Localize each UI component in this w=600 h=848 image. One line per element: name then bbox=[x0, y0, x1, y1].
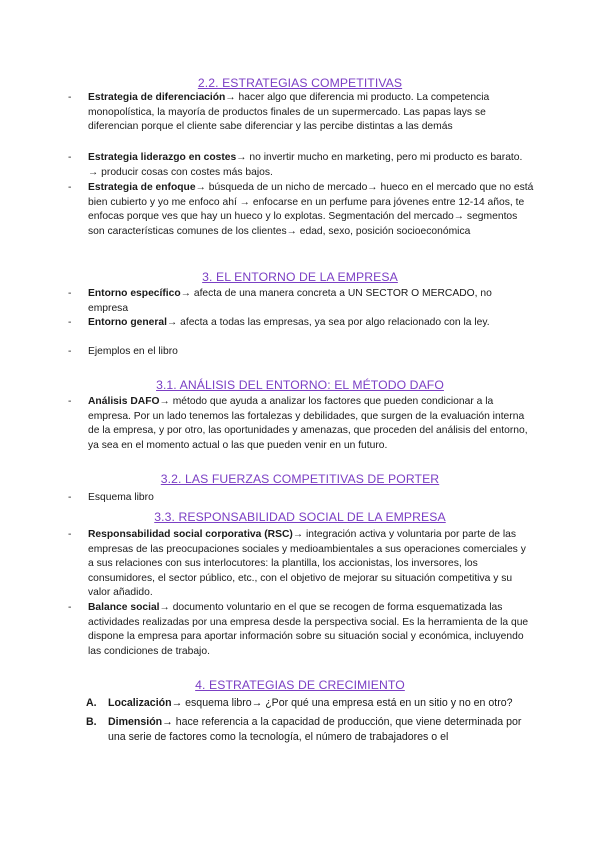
list-item-entorno-especifico bbox=[68, 287, 534, 316]
item-text: no invertir mucho en marketing, pero mi producto es barato. → producir cosas con costes más bajos. bbox=[88, 152, 523, 178]
item-text: hace referencia a la capacidad de producción, que viene determinada por una serie de factores como la tecnología, el número de trabajadores o el bbox=[108, 716, 522, 743]
list-item-esquema-libro bbox=[68, 491, 534, 506]
arrow-icon: → bbox=[166, 317, 178, 328]
term: Estrategia liderazgo en costes bbox=[88, 152, 237, 163]
term: Estrategia de enfoque bbox=[88, 182, 196, 193]
item-text: integración activa y voluntaria por parte de las empresas de las preocupaciones sociales y medioambientales a sus operaciones comerciales y a sus relaciones con sus interlocutores: la plantilla, los accionistas, los inversores, los consumidores, el sector público, etc., con el objetivo de mejorar su situación competitiva y su valor añadido. bbox=[88, 529, 526, 599]
section-heading-fuerzas-porter: 3.2. LAS FUERZAS COMPETITIVAS DE PORTER bbox=[160, 472, 440, 486]
list-letter: B. bbox=[86, 716, 97, 728]
term: Responsabilidad social corporativa (RSC) bbox=[88, 529, 293, 540]
section-heading-estrategias-competitivas: 2.2. ESTRATEGIAS COMPETITIVAS bbox=[197, 76, 403, 90]
item-text: búsqueda de un nicho de mercado→ hueco en el mercado que no está bien cubierto y yo me enfoco ahí → enfocarse en un perfume para jóvenes entre 12-14 años, te enfocas porque ves que hay un hueco y lo explotas. Segmentación del mercado→ segmentos son características comunes de los clientes→ edad, sexo, posición socioeconómica bbox=[88, 182, 534, 237]
arrow-icon: → bbox=[195, 182, 206, 193]
arrow-icon: → bbox=[159, 396, 170, 407]
item-text: afecta de una manera concreta a UN SECTOR O MERCADO, no empresa bbox=[88, 288, 492, 314]
arrow-icon: → bbox=[180, 288, 191, 299]
arrow-icon: → bbox=[292, 529, 304, 540]
list-item-enfoque bbox=[68, 181, 534, 239]
item-text: Ejemplos en el libro bbox=[88, 346, 178, 357]
list-item-rsc bbox=[68, 528, 534, 601]
section-heading-entorno-empresa: 3. EL ENTORNO DE LA EMPRESA bbox=[202, 270, 398, 284]
term: Estrategia de diferenciación bbox=[88, 92, 226, 103]
term: Dimensión bbox=[108, 716, 163, 728]
item-text: Esquema libro bbox=[88, 492, 154, 503]
list-bullet: - bbox=[68, 346, 72, 357]
list-item-diferenciacion bbox=[68, 91, 534, 135]
list-bullet: - bbox=[68, 529, 72, 540]
section-heading-analisis-dafo: 3.1. ANÁLISIS DEL ENTORNO: EL MÉTODO DAFO bbox=[156, 378, 444, 392]
arrow-icon: → bbox=[162, 716, 173, 728]
arrow-icon: → bbox=[225, 92, 236, 103]
item-text: afecta a todas las empresas, ya sea por algo relacionado con la ley. bbox=[177, 317, 490, 328]
section-heading-responsabilidad-social: 3.3. RESPONSABILIDAD SOCIAL DE LA EMPRESA bbox=[154, 510, 446, 524]
arrow-icon: → bbox=[159, 602, 170, 613]
term: Análisis DAFO bbox=[88, 396, 160, 407]
list-item-liderazgo-costes bbox=[68, 151, 534, 180]
list-bullet: - bbox=[68, 396, 72, 407]
term: Entorno general bbox=[88, 317, 167, 328]
list-bullet: - bbox=[68, 492, 72, 503]
list-item-analisis-dafo bbox=[68, 395, 534, 453]
item-text: método que ayuda a analizar los factores que pueden condicionar a la empresa. Por un lado tenemos las fortalezas y debilidades, que surgen de la evaluación interna de la empresa, y por otro, las oportunidades y amenazas, que proceden del análisis del entorno, ya sea en el momento actual o las que pueden venir en un futuro. bbox=[88, 396, 528, 451]
item-text: documento voluntario en el que se recogen de forma esquematizada las actividades realizadas por una empresa desde la perspectiva social. Es la herramienta de la que dispone la empresa para aportar información sobre su situación social y económica, incluyendo las condiciones de trabajo. bbox=[88, 602, 529, 657]
list-bullet: - bbox=[68, 288, 72, 299]
arrow-icon: → bbox=[171, 697, 183, 709]
item-text: esquema libro→ ¿Por qué una empresa está en un sitio y no en otro? bbox=[182, 697, 513, 709]
list-bullet: - bbox=[68, 152, 72, 163]
term: Entorno específico bbox=[88, 288, 181, 299]
list-letter: A. bbox=[86, 697, 97, 709]
term: Localización bbox=[108, 697, 172, 709]
list-item-ejemplos bbox=[68, 345, 534, 360]
list-item-balance-social bbox=[68, 601, 534, 659]
list-bullet: - bbox=[68, 182, 72, 193]
term: Balance social bbox=[88, 602, 160, 613]
item-text: hacer algo que diferencia mi producto. La competencia monopolística, la mayoría de productos finales de un supermercado. Las papas lays se diferencian porque el cliente sabe diferenciar y las percibe distintas a las demás bbox=[88, 92, 490, 133]
list-bullet: - bbox=[68, 92, 72, 103]
arrow-icon: → bbox=[236, 152, 247, 163]
list-item-entorno-general bbox=[68, 316, 534, 331]
section-heading-estrategias-crecimiento: 4. ESTRATEGIAS DE CRECIMIENTO bbox=[195, 678, 405, 692]
list-bullet: - bbox=[68, 317, 72, 328]
list-item-dimension bbox=[86, 715, 538, 744]
list-item-localizacion bbox=[86, 696, 538, 711]
list-bullet: - bbox=[68, 602, 72, 613]
